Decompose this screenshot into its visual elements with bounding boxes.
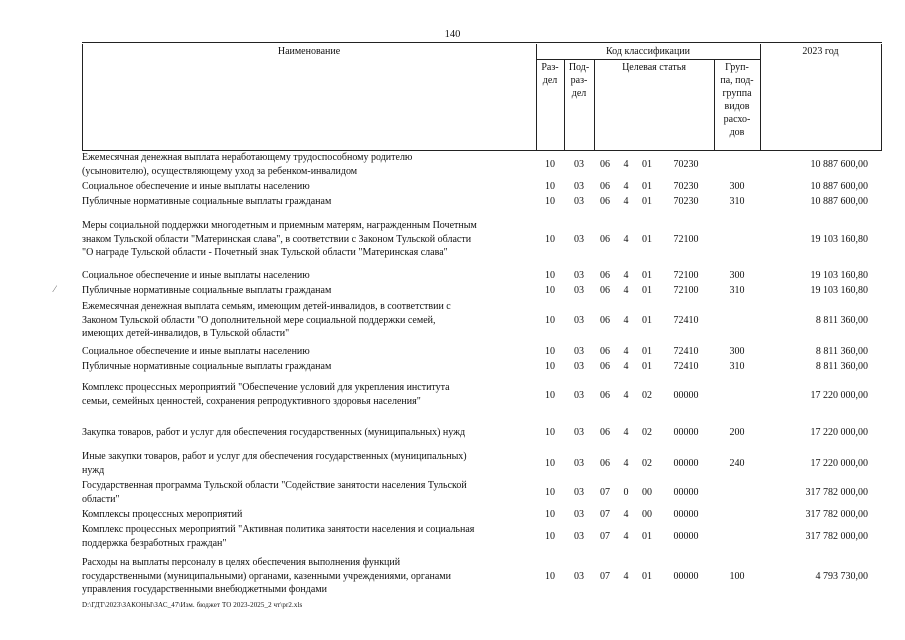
cell-podrazdel: 03 xyxy=(574,285,584,297)
cell-podrazdel: 03 xyxy=(574,390,584,402)
cell-program: 06 xyxy=(600,458,610,470)
cell-complex: 01 xyxy=(642,181,652,193)
cell-amount: 10 887 600,00 xyxy=(810,196,868,208)
cell-name-line: Ежемесячная денежная выплата семьям, имеющим детей-инвалидов, в соответствии с xyxy=(82,301,451,312)
table-row xyxy=(82,195,882,209)
cell-complex: 01 xyxy=(642,346,652,358)
cell-complex: 02 xyxy=(642,458,652,470)
cell-podrazdel: 03 xyxy=(574,458,584,470)
cell-subprogram: 4 xyxy=(623,285,629,297)
header-vid-line: группа xyxy=(722,88,752,99)
cell-amount: 10 887 600,00 xyxy=(810,159,868,171)
cell-name-line: знаком Тульской области "Материнская слава", в соответствии с Законом Тульской области xyxy=(82,233,472,245)
cell-vid: 200 xyxy=(729,427,745,439)
cell-subprogram: 0 xyxy=(623,487,629,499)
cell-direction: 00000 xyxy=(673,390,699,402)
cell-subprogram: 4 xyxy=(623,390,629,402)
cell-name-line: (усыновителю), осуществляющему уход за ребенком-инвалидом xyxy=(82,165,358,177)
cell-amount: 19 103 160,80 xyxy=(810,285,868,297)
cell-razdel: 10 xyxy=(545,571,555,583)
cell-name-line: государственными (муниципальными) органами, казенными учреждениями, органами xyxy=(82,570,451,582)
cell-podrazdel: 03 xyxy=(574,234,584,246)
cell-direction: 00000 xyxy=(673,427,699,439)
cell-razdel: 10 xyxy=(545,285,555,297)
cell-name xyxy=(82,180,536,194)
cell-name-line: поддержка безработных граждан" xyxy=(82,537,227,549)
cell-direction: 72410 xyxy=(673,361,699,373)
cell-subprogram: 4 xyxy=(623,181,629,193)
cell-name-line: семьи, семейных ценностей, сохранения репродуктивного здоровья населения" xyxy=(82,395,421,407)
cell-amount: 8 811 360,00 xyxy=(815,361,868,373)
cell-name-line: Комплекс процессных мероприятий "Обеспечение условий для укрепления института xyxy=(82,382,450,393)
cell-complex: 02 xyxy=(642,427,652,439)
cell-amount: 317 782 000,00 xyxy=(805,531,868,543)
cell-direction: 00000 xyxy=(673,487,699,499)
table-row xyxy=(82,556,882,598)
cell-podrazdel: 03 xyxy=(574,159,584,171)
cell-subprogram: 4 xyxy=(623,427,629,439)
cell-direction: 72100 xyxy=(673,270,699,282)
table-row xyxy=(82,300,882,342)
cell-direction: 72100 xyxy=(673,285,699,297)
cell-name xyxy=(82,300,536,341)
cell-subprogram: 4 xyxy=(623,361,629,373)
cell-name-line: Закупка товаров, работ и услуг для обеспечения государственных (муниципальных) нужд xyxy=(82,427,466,438)
cell-razdel: 10 xyxy=(545,361,555,373)
table-row xyxy=(82,479,882,507)
cell-podrazdel: 03 xyxy=(574,270,584,282)
cell-name-line: Социальное обеспечение и иные выплаты населению xyxy=(82,181,310,192)
cell-program: 06 xyxy=(600,315,610,327)
cell-name-line: области" xyxy=(82,493,120,505)
cell-vid: 310 xyxy=(729,196,745,208)
cell-program: 06 xyxy=(600,270,610,282)
cell-direction: 72410 xyxy=(673,315,699,327)
cell-program: 06 xyxy=(600,427,610,439)
cell-amount: 17 220 000,00 xyxy=(810,390,868,402)
cell-name xyxy=(82,523,536,550)
header-target: Целевая статья xyxy=(622,62,686,73)
cell-podrazdel: 03 xyxy=(574,571,584,583)
cell-name xyxy=(82,345,536,359)
cell-program: 06 xyxy=(600,234,610,246)
table-row xyxy=(82,269,882,283)
cell-razdel: 10 xyxy=(545,487,555,499)
cell-subprogram: 4 xyxy=(623,196,629,208)
table-row xyxy=(82,523,882,551)
header-subrule xyxy=(536,59,760,60)
cell-direction: 70230 xyxy=(673,181,699,193)
cell-razdel: 10 xyxy=(545,315,555,327)
cell-amount: 317 782 000,00 xyxy=(805,487,868,499)
cell-subprogram: 4 xyxy=(623,270,629,282)
footer-file-path: D:\ГДТ\2023\ЗАКОНЫ\ЗАС_47\Изм. бюджет ТО 2023-2025_2 чт\pr2.xls xyxy=(82,601,303,609)
cell-podrazdel: 03 xyxy=(574,427,584,439)
cell-complex: 00 xyxy=(642,487,652,499)
cell-subprogram: 4 xyxy=(623,531,629,543)
header-vid-line: па, под- xyxy=(720,75,754,86)
header-podrazdel-line: дел xyxy=(571,88,587,99)
cell-complex: 01 xyxy=(642,270,652,282)
page-number: 140 xyxy=(444,29,461,40)
cell-name xyxy=(82,381,536,408)
cell-name-line: Социальное обеспечение и иные выплаты населению xyxy=(82,270,310,281)
cell-direction: 70230 xyxy=(673,159,699,171)
cell-amount: 19 103 160,80 xyxy=(810,234,868,246)
header-razdel-line: Раз- xyxy=(541,62,559,73)
header-razdel-line: дел xyxy=(542,75,558,86)
header-code-group: Код классификации xyxy=(605,46,691,57)
header-podrazdel-line: раз- xyxy=(570,75,588,86)
cell-complex: 01 xyxy=(642,315,652,327)
table-row xyxy=(82,360,882,374)
cell-complex: 01 xyxy=(642,234,652,246)
cell-podrazdel: 03 xyxy=(574,315,584,327)
cell-amount: 8 811 360,00 xyxy=(815,315,868,327)
cell-direction: 00000 xyxy=(673,509,699,521)
cell-name-line: Публичные нормативные социальные выплаты гражданам xyxy=(82,196,332,207)
cell-razdel: 10 xyxy=(545,196,555,208)
cell-razdel: 10 xyxy=(545,346,555,358)
cell-subprogram: 4 xyxy=(623,458,629,470)
cell-direction: 00000 xyxy=(673,571,699,583)
cell-razdel: 10 xyxy=(545,270,555,282)
table-header xyxy=(82,44,882,150)
cell-name-line: имеющих детей-инвалидов, в Тульской области" xyxy=(82,328,290,339)
cell-name-line: Ежемесячная денежная выплата неработающему трудоспособному родителю xyxy=(82,152,413,163)
table-row xyxy=(82,345,882,359)
cell-direction: 00000 xyxy=(673,531,699,543)
header-year: 2023 год xyxy=(802,46,839,57)
cell-direction: 72410 xyxy=(673,346,699,358)
cell-subprogram: 4 xyxy=(623,159,629,171)
cell-razdel: 10 xyxy=(545,390,555,402)
cell-name-line: Государственная программа Тульской области "Содействие занятости населения Тульской xyxy=(82,480,467,491)
header-vid-line: дов xyxy=(729,127,745,138)
cell-name xyxy=(82,450,536,477)
cell-program: 06 xyxy=(600,159,610,171)
cell-name-line: Законом Тульской области "О дополнительной мере социальной поддержки семей, xyxy=(82,314,436,326)
cell-name xyxy=(82,151,536,178)
table-row xyxy=(82,180,882,194)
table-top-rule xyxy=(82,42,882,43)
cell-vid: 100 xyxy=(729,571,745,583)
cell-subprogram: 4 xyxy=(623,346,629,358)
cell-razdel: 10 xyxy=(545,159,555,171)
header-vid-line: видов xyxy=(724,101,750,112)
cell-name-line: нужд xyxy=(82,464,105,476)
header-vid xyxy=(714,61,760,139)
cell-program: 07 xyxy=(600,531,610,543)
cell-amount: 17 220 000,00 xyxy=(810,427,868,439)
cell-complex: 01 xyxy=(642,285,652,297)
cell-name-line: Комплекс процессных мероприятий "Активная политика занятости населения и социальная xyxy=(82,524,475,535)
cell-razdel: 10 xyxy=(545,234,555,246)
cell-amount: 19 103 160,80 xyxy=(810,270,868,282)
header-razdel xyxy=(536,61,564,87)
cell-name-line: Публичные нормативные социальные выплаты гражданам xyxy=(82,361,332,372)
cell-name xyxy=(82,426,536,440)
table-row xyxy=(82,426,882,440)
cell-program: 06 xyxy=(600,285,610,297)
cell-name xyxy=(82,556,536,597)
cell-complex: 01 xyxy=(642,196,652,208)
table-row xyxy=(82,219,882,261)
cell-razdel: 10 xyxy=(545,458,555,470)
cell-name-line: управления государственными внебюджетными фондами xyxy=(82,584,327,595)
cell-name xyxy=(82,360,536,374)
cell-vid: 300 xyxy=(729,270,745,282)
header-border-right xyxy=(881,44,882,150)
cell-podrazdel: 03 xyxy=(574,346,584,358)
table-row xyxy=(82,151,882,179)
cell-subprogram: 4 xyxy=(623,509,629,521)
table-row xyxy=(82,381,882,411)
cell-vid: 300 xyxy=(729,181,745,193)
header-name: Наименование xyxy=(277,46,341,57)
cell-vid: 310 xyxy=(729,285,745,297)
cell-amount: 17 220 000,00 xyxy=(810,458,868,470)
cell-complex: 01 xyxy=(642,159,652,171)
cell-direction: 70230 xyxy=(673,196,699,208)
cell-program: 06 xyxy=(600,390,610,402)
cell-amount: 10 887 600,00 xyxy=(810,181,868,193)
cell-name xyxy=(82,195,536,209)
header-podrazdel xyxy=(564,61,594,100)
cell-podrazdel: 03 xyxy=(574,509,584,521)
cell-name-line: Расходы на выплаты персоналу в целях обеспечения выполнения функций xyxy=(82,557,401,568)
cell-program: 06 xyxy=(600,346,610,358)
cell-razdel: 10 xyxy=(545,509,555,521)
cell-program: 07 xyxy=(600,509,610,521)
cell-subprogram: 4 xyxy=(623,571,629,583)
cell-podrazdel: 03 xyxy=(574,361,584,373)
cell-name xyxy=(82,269,536,283)
cell-name xyxy=(82,479,536,506)
cell-name xyxy=(82,284,536,298)
table-row xyxy=(82,508,882,522)
cell-podrazdel: 03 xyxy=(574,196,584,208)
cell-name-line: Комплексы процессных мероприятий xyxy=(82,509,243,520)
cell-direction: 00000 xyxy=(673,458,699,470)
cell-name-line: "О награде Тульской области - Почетный знак Тульской области "Материнская слава" xyxy=(82,247,448,258)
cell-name xyxy=(82,508,536,522)
cell-razdel: 10 xyxy=(545,181,555,193)
cell-complex: 01 xyxy=(642,571,652,583)
margin-mark: ⁄ xyxy=(54,284,56,294)
cell-name-line: Социальное обеспечение и иные выплаты населению xyxy=(82,346,310,357)
cell-podrazdel: 03 xyxy=(574,531,584,543)
cell-program: 06 xyxy=(600,196,610,208)
table-row xyxy=(82,284,882,298)
cell-amount: 8 811 360,00 xyxy=(815,346,868,358)
cell-name-line: Иные закупки товаров, работ и услуг для обеспечения государственных (муниципальных) xyxy=(82,451,467,462)
cell-podrazdel: 03 xyxy=(574,487,584,499)
header-vid-line: расхо- xyxy=(723,114,751,125)
cell-program: 07 xyxy=(600,571,610,583)
cell-podrazdel: 03 xyxy=(574,181,584,193)
cell-program: 07 xyxy=(600,487,610,499)
cell-vid: 300 xyxy=(729,346,745,358)
cell-name-line: Меры социальной поддержки многодетным и приемным матерям, награжденным Почетным xyxy=(82,220,477,231)
cell-name xyxy=(82,219,536,260)
cell-complex: 00 xyxy=(642,509,652,521)
cell-program: 06 xyxy=(600,361,610,373)
cell-subprogram: 4 xyxy=(623,315,629,327)
header-podrazdel-line: Под- xyxy=(568,62,590,73)
cell-amount: 4 793 730,00 xyxy=(815,571,868,583)
cell-subprogram: 4 xyxy=(623,234,629,246)
cell-complex: 02 xyxy=(642,390,652,402)
cell-razdel: 10 xyxy=(545,427,555,439)
header-divider xyxy=(760,44,761,150)
cell-vid: 240 xyxy=(729,458,745,470)
cell-vid: 310 xyxy=(729,361,745,373)
cell-program: 06 xyxy=(600,181,610,193)
cell-direction: 72100 xyxy=(673,234,699,246)
cell-complex: 01 xyxy=(642,531,652,543)
header-vid-line: Груп- xyxy=(725,62,749,73)
cell-complex: 01 xyxy=(642,361,652,373)
cell-name-line: Публичные нормативные социальные выплаты гражданам xyxy=(82,285,332,296)
cell-razdel: 10 xyxy=(545,531,555,543)
table-row xyxy=(82,450,882,478)
header-border-left xyxy=(82,44,83,150)
cell-amount: 317 782 000,00 xyxy=(805,509,868,521)
